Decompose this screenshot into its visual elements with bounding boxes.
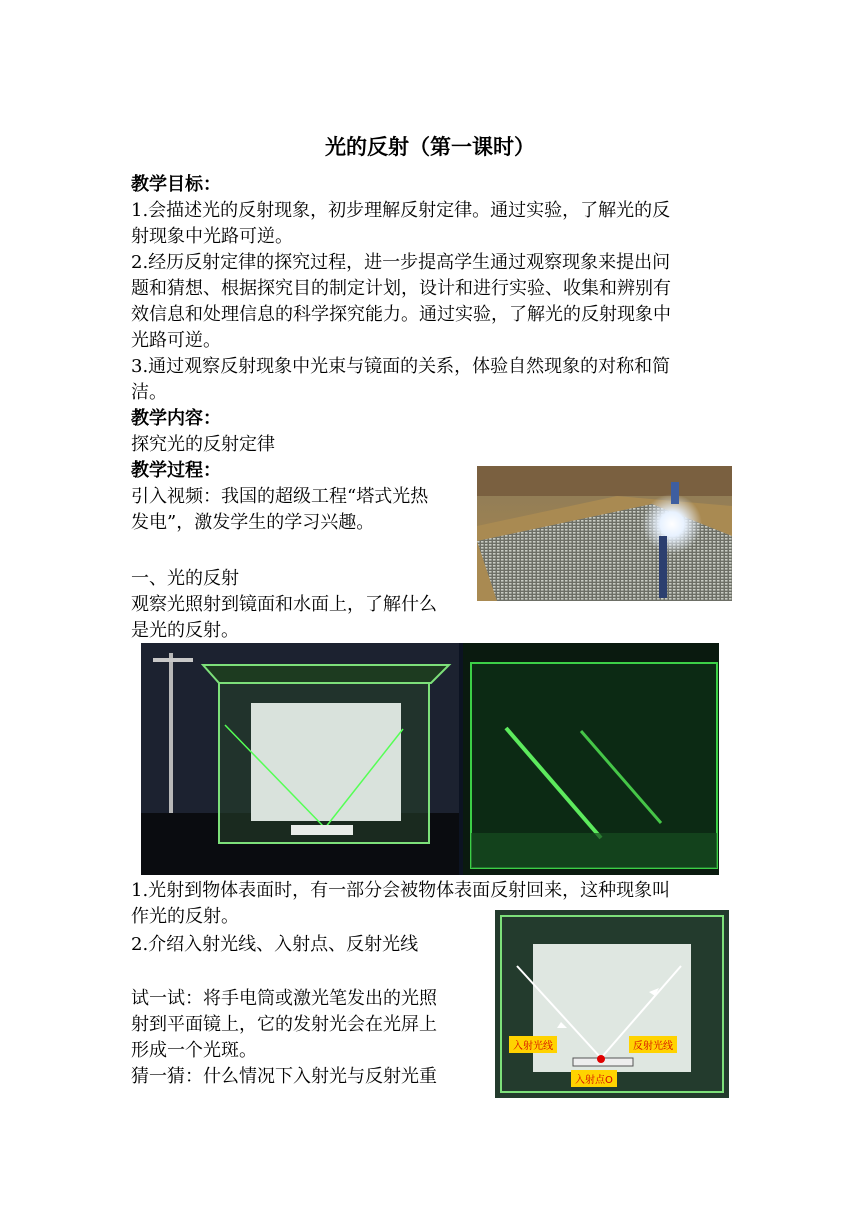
goals-line: 射现象中光路可逆。 (131, 226, 293, 247)
goals-line: 题和猜想、根据探究目的制定计划，设计和进行实验、收集和辨别有 (131, 278, 671, 299)
goals-heading: 教学目标： (131, 174, 221, 195)
goals-line: 效信息和处理信息的科学探究能力。通过实验，了解光的反射现象中 (131, 304, 671, 325)
labeled-reflection-diagram (495, 910, 729, 1098)
content-heading: 教学内容： (131, 408, 221, 429)
intro-line: 引入视频：我国的超级工程“塔式光热 (131, 486, 429, 507)
process-heading: 教学过程： (131, 460, 221, 481)
goals-line: 1.会描述光的反射现象，初步理解反射定律。通过实验，了解光的反 (131, 200, 671, 221)
guess-line: 猜一猜：什么情况下入射光与反射光重 (131, 1066, 437, 1087)
incidence-point-label: 入射点O (571, 1070, 617, 1087)
section-title: 一、光的反射 (131, 568, 239, 589)
reflection-experiment-photos (141, 643, 719, 875)
goals-line: 光路可逆。 (131, 330, 221, 351)
try-line: 形成一个光斑。 (131, 1040, 257, 1061)
observe-line: 是光的反射。 (131, 620, 239, 641)
definition-line: 作光的反射。 (131, 906, 239, 927)
goals-line: 洁。 (131, 382, 167, 403)
definition-line: 1.光射到物体表面时，有一部分会被物体表面反射回来，这种现象叫 (131, 880, 671, 901)
item-2: 2.介绍入射光线、入射点、反射光线 (131, 934, 419, 955)
goals-line: 2.经历反射定律的探究过程，进一步提高学生通过观察现象来提出问 (131, 252, 671, 273)
page-title: 光的反射（第一课时） (325, 135, 535, 159)
content-text: 探究光的反射定律 (131, 434, 275, 455)
goals-line: 3.通过观察反射现象中光束与镜面的关系，体验自然现象的对称和简 (131, 356, 671, 377)
observe-line: 观察光照射到镜面和水面上，了解什么 (131, 594, 437, 615)
intro-line: 发电”，激发学生的学习兴趣。 (131, 512, 375, 533)
reflected-ray-label: 反射光线 (629, 1036, 677, 1053)
try-line: 射到平面镜上，它的发射光会在光屏上 (131, 1014, 437, 1035)
incident-ray-label: 入射光线 (509, 1036, 557, 1053)
solar-tower-photo (477, 466, 732, 601)
try-line: 试一试：将手电筒或激光笔发出的光照 (131, 988, 437, 1009)
